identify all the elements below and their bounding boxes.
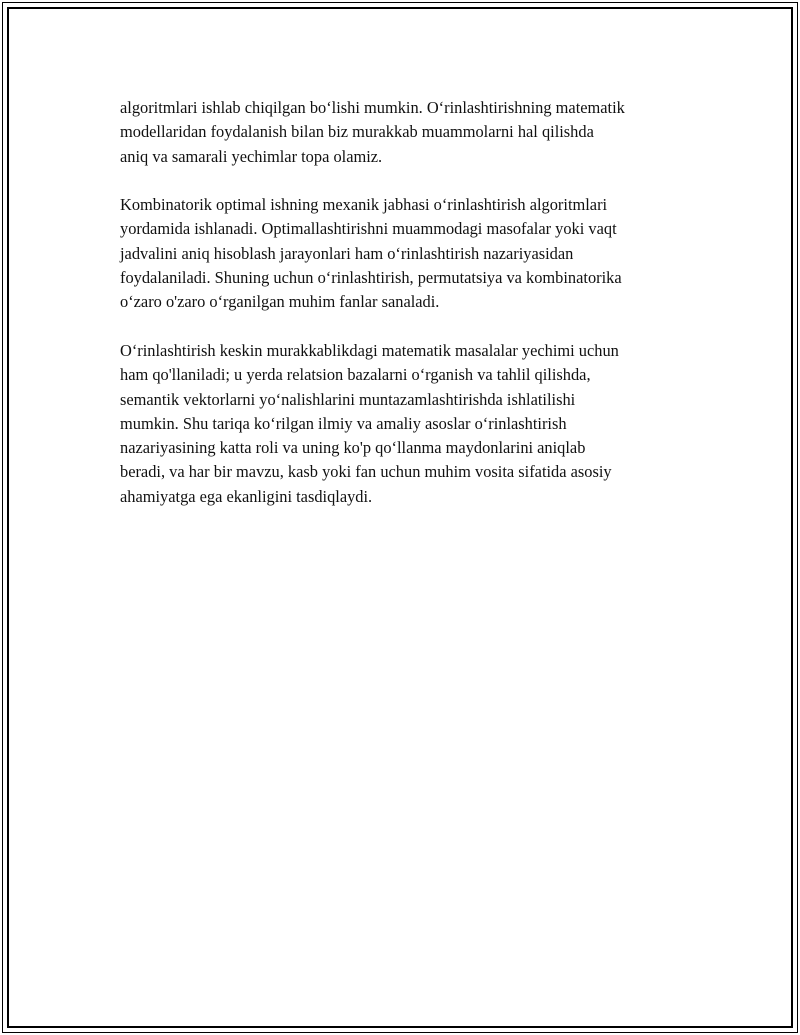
text-line: Kombinatorik optimal ishning mexanik jabhasi o‘rinlashtirish algoritmlari (120, 195, 608, 215)
text-line: ham qo'llaniladi; u yerda relatsion bazalarni o‘rganish va tahlil qilishda, (120, 365, 591, 385)
text-line: modellaridan foydalanish bilan biz murakkab muammolarni hal qilishda (120, 122, 594, 142)
text-line: nazariyasining katta roli va uning ko'p qo‘llanma maydonlarini aniqlab (120, 438, 586, 458)
text-line: aniq va samarali yechimlar topa olamiz. (120, 146, 383, 166)
paragraph-2 (120, 193, 700, 314)
text-line: semantik vektorlarni yo‘nalishlarini muntazamlashtirishda ishlatilishi (120, 389, 576, 409)
document-page (2, 2, 798, 1033)
text-line: o‘zaro o'zaro o‘rganilgan muhim fanlar sanaladi. (120, 292, 440, 312)
text-line: O‘rinlashtirish keskin murakkablikdagi matematik masalalar yechimi uchun (120, 340, 619, 360)
text-line: ahamiyatga ega ekanligini tasdiqlaydi. (120, 486, 373, 506)
text-line: foydalaniladi. Shuning uchun o‘rinlashtirish, permutatsiya va kombinatorika (120, 268, 622, 288)
text-line: beradi, va har bir mavzu, kasb yoki fan uchun muhim vosita sifatida asosiy (120, 462, 612, 482)
text-line: jadvalini aniq hisoblash jarayonlari ham o‘rinlashtirish nazariyasidan (120, 243, 574, 263)
text-line: yordamida ishlanadi. Optimallashtirishni muammodagi masofalar yoki vaqt (120, 219, 617, 239)
text-line: algoritmlari ishlab chiqilgan bo‘lishi mumkin. O‘rinlashtirishning matematik (120, 98, 625, 117)
text-line: mumkin. Shu tariqa ko‘rilgan ilmiy va amaliy asoslar o‘rinlashtirish (120, 413, 567, 433)
paragraph-3 (120, 339, 700, 509)
document-body (120, 96, 700, 533)
paragraph-1 (120, 96, 700, 169)
